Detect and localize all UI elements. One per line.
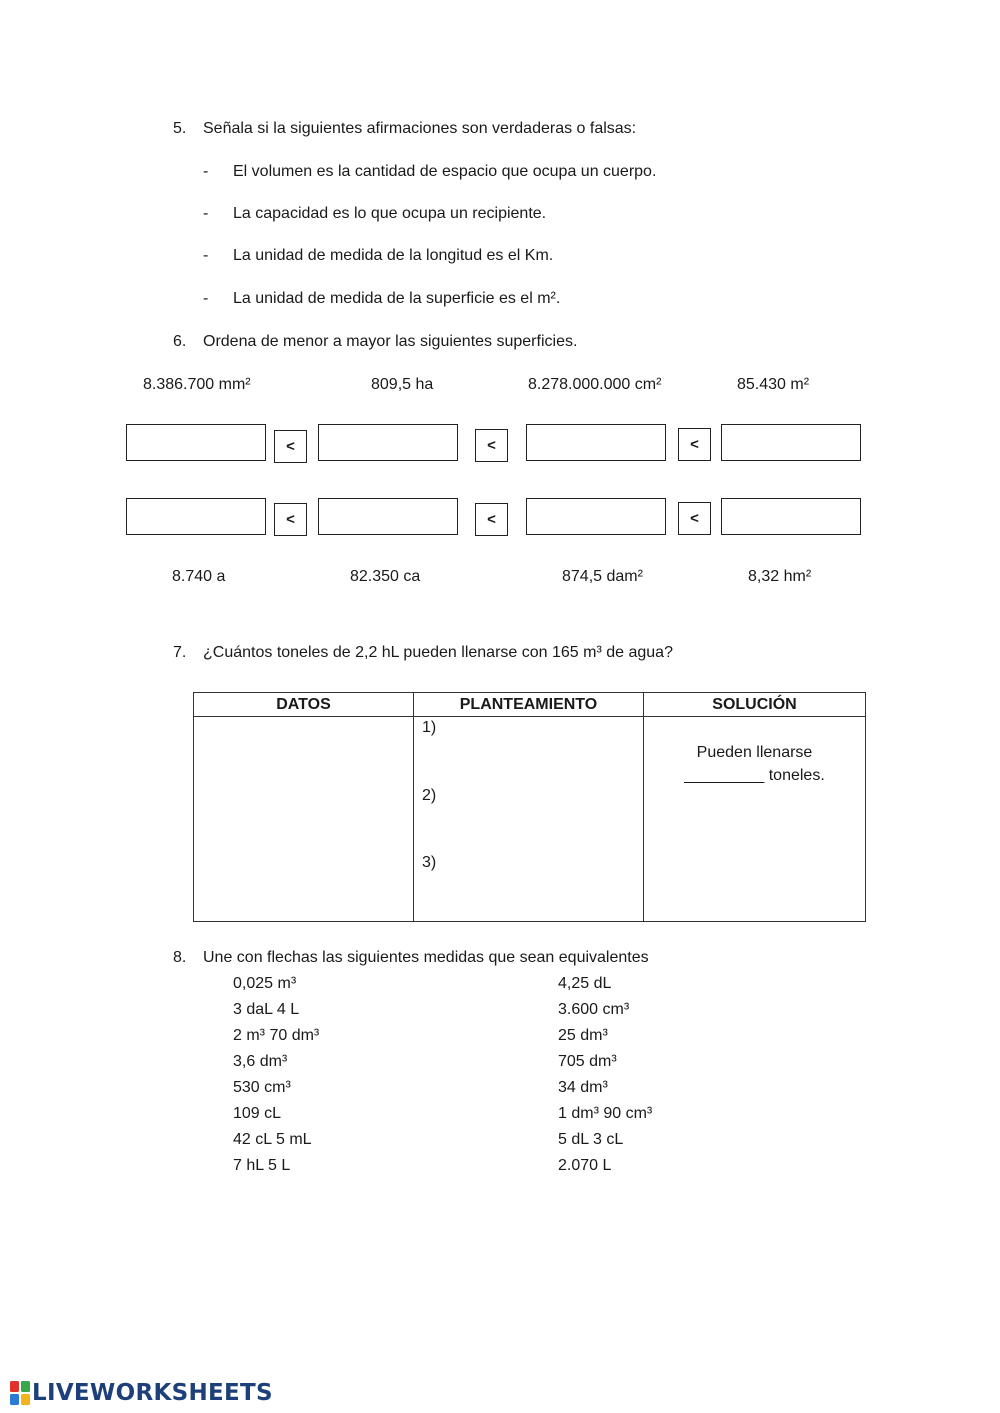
- q7-prompt: ¿Cuántos toneles de 2,2 hL pueden llenarse con 165 m³ de agua?: [203, 644, 673, 661]
- step-2: 2): [422, 787, 437, 804]
- datos-cell[interactable]: [194, 717, 414, 922]
- q5-statement-3[interactable]: La unidad de medida de la longitud es el Km.: [233, 247, 554, 264]
- q6-row2-answer-box-2[interactable]: [318, 498, 458, 535]
- q8-left-item-1[interactable]: 0,025 m³: [233, 975, 297, 992]
- q6-prompt: Ordena de menor a mayor las siguientes superficies.: [203, 333, 578, 350]
- q5-statement-4[interactable]: La unidad de medida de la superficie es el m².: [233, 290, 561, 307]
- q8-right-item-6[interactable]: 1 dm³ 90 cm³: [558, 1105, 653, 1122]
- q6-row1-value-3: 8.278.000.000 cm²: [528, 376, 662, 393]
- q5-bullet-4: -: [203, 290, 209, 307]
- q6-row1-value-1: 8.386.700 mm²: [143, 376, 251, 393]
- q6-row2-value-2: 82.350 ca: [350, 568, 421, 585]
- q5-statement-1[interactable]: El volumen es la cantidad de espacio que ocupa un cuerpo.: [233, 163, 657, 180]
- liveworksheets-logo[interactable]: [10, 1380, 273, 1406]
- q6-row2-answer-box-4[interactable]: [721, 498, 861, 535]
- q8-left-item-8[interactable]: 7 hL 5 L: [233, 1157, 291, 1174]
- q5-bullet-1: -: [203, 163, 209, 180]
- liveworksheets-wordmark: LIVEWORKSHEETS: [32, 1380, 273, 1406]
- q8-left-item-6[interactable]: 109 cL: [233, 1105, 282, 1122]
- q7-solution-table: [193, 692, 866, 922]
- q6-row2-less-than-3: <: [678, 502, 711, 535]
- q8-left-item-2[interactable]: 3 daL 4 L: [233, 1001, 300, 1018]
- solution-text-2: _________ toneles.: [684, 767, 825, 784]
- q8-left-item-3[interactable]: 2 m³ 70 dm³: [233, 1027, 320, 1044]
- q6-row1-value-4: 85.430 m²: [737, 376, 810, 393]
- q6-row1-less-than-2: <: [475, 429, 508, 462]
- q6-row2-value-1: 8.740 a: [172, 568, 226, 585]
- q8-number: 8.: [173, 949, 187, 966]
- q8-left-item-7[interactable]: 42 cL 5 mL: [233, 1131, 312, 1148]
- q8-right-item-3[interactable]: 25 dm³: [558, 1027, 608, 1044]
- step-1: 1): [422, 719, 437, 736]
- q8-prompt: Une con flechas las siguientes medidas que sean equivalentes: [203, 949, 649, 966]
- q8-right-item-7[interactable]: 5 dL 3 cL: [558, 1131, 624, 1148]
- q5-prompt: Señala si la siguientes afirmaciones son verdaderas o falsas:: [203, 120, 637, 137]
- q8-left-item-5[interactable]: 530 cm³: [233, 1079, 291, 1096]
- q8-right-item-1[interactable]: 4,25 dL: [558, 975, 612, 992]
- q8-left-item-4[interactable]: 3,6 dm³: [233, 1053, 288, 1070]
- q5-bullet-2: -: [203, 205, 209, 222]
- q5-bullet-3: -: [203, 247, 209, 264]
- q6-row1-value-2: 809,5 ha: [371, 376, 434, 393]
- q6-row2-value-4: 8,32 hm²: [748, 568, 812, 585]
- q5-statement-2[interactable]: La capacidad es lo que ocupa un recipiente.: [233, 205, 547, 222]
- q6-row1-answer-box-3[interactable]: [526, 424, 666, 461]
- q6-row1-less-than-1: <: [274, 430, 307, 463]
- q7-number: 7.: [173, 644, 187, 661]
- q8-right-item-2[interactable]: 3.600 cm³: [558, 1001, 630, 1018]
- q6-row1-answer-box-4[interactable]: [721, 424, 861, 461]
- q6-row2-answer-box-1[interactable]: [126, 498, 266, 535]
- step-3: 3): [422, 854, 437, 871]
- q6-row1-answer-box-1[interactable]: [126, 424, 266, 461]
- q6-row2-less-than-1: <: [274, 503, 307, 536]
- solucion-cell[interactable]: [644, 717, 866, 922]
- q6-row2-answer-box-3[interactable]: [526, 498, 666, 535]
- header-planteamiento: PLANTEAMIENTO: [414, 693, 644, 717]
- planteamiento-cell[interactable]: [414, 717, 644, 922]
- q8-right-item-8[interactable]: 2.070 L: [558, 1157, 612, 1174]
- q6-number: 6.: [173, 333, 187, 350]
- q6-row2-value-3: 874,5 dam²: [562, 568, 643, 585]
- header-datos: DATOS: [194, 693, 414, 717]
- q8-right-item-5[interactable]: 34 dm³: [558, 1079, 608, 1096]
- solution-text-1: Pueden llenarse: [696, 744, 813, 761]
- liveworksheets-blocks-icon: [10, 1381, 30, 1405]
- q6-row1-less-than-3: <: [678, 428, 711, 461]
- q8-right-item-4[interactable]: 705 dm³: [558, 1053, 617, 1070]
- q6-row1-answer-box-2[interactable]: [318, 424, 458, 461]
- header-solucion: SOLUCIÓN: [644, 693, 866, 717]
- q6-row2-less-than-2: <: [475, 503, 508, 536]
- q5-number: 5.: [173, 120, 187, 137]
